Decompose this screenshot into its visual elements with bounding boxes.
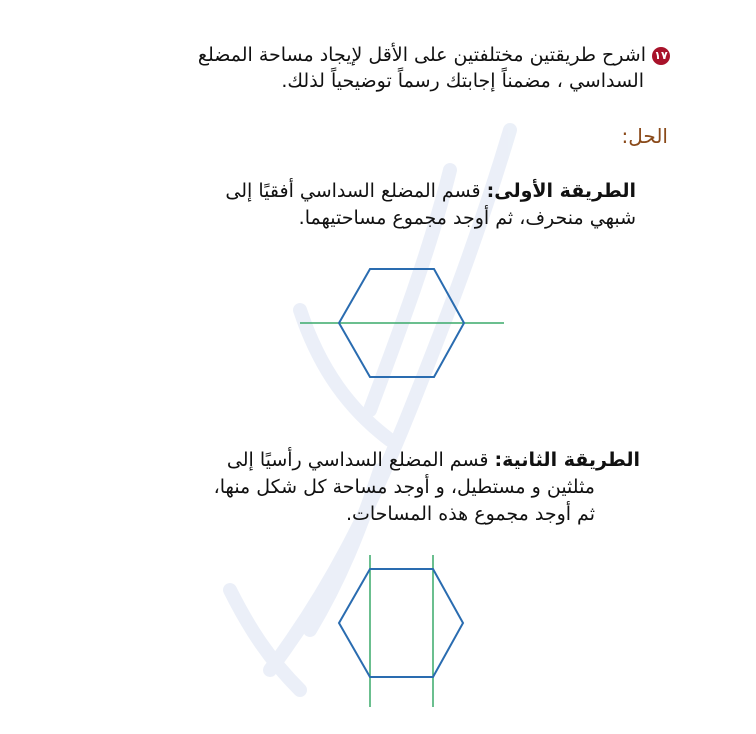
hexagon-shape	[339, 569, 463, 677]
method-2	[140, 447, 640, 528]
method-2-line-1	[140, 447, 640, 474]
question-line-2: السداسي ، مضمناً إجابتك رسماً توضيحياً لذلك.	[281, 70, 644, 92]
question-number-badge: ١٧	[652, 47, 670, 65]
method-2-title: الطريقة الثانية:	[494, 449, 640, 471]
method-1	[136, 178, 636, 232]
solution-label: الحل:	[621, 124, 668, 148]
question-text	[60, 42, 670, 94]
hexagon-vertical-figure	[332, 555, 472, 710]
method-1-text: قسم المضلع السداسي أفقيًا إلى	[225, 180, 487, 202]
hexagon-horizontal-figure	[298, 265, 508, 383]
method-1-line-1	[136, 178, 636, 205]
method-2-line-3: ثم أوجد مجموع هذه المساحات.	[345, 503, 595, 525]
method-2-text: قسم المضلع السداسي رأسيًا إلى	[226, 449, 495, 471]
question-line-1	[60, 42, 670, 68]
method-2-line-2: مثلثين و مستطيل، و أوجد مساحة كل شكل منها،	[213, 476, 595, 498]
question-line-1-text: اشرح طريقتين مختلفتين على الأقل لإيجاد مساحة المضلع	[197, 44, 646, 66]
method-1-title: الطريقة الأولى:	[486, 180, 636, 202]
method-1-line-2: شبهي منحرف، ثم أوجد مجموع مساحتيهما.	[298, 207, 636, 229]
